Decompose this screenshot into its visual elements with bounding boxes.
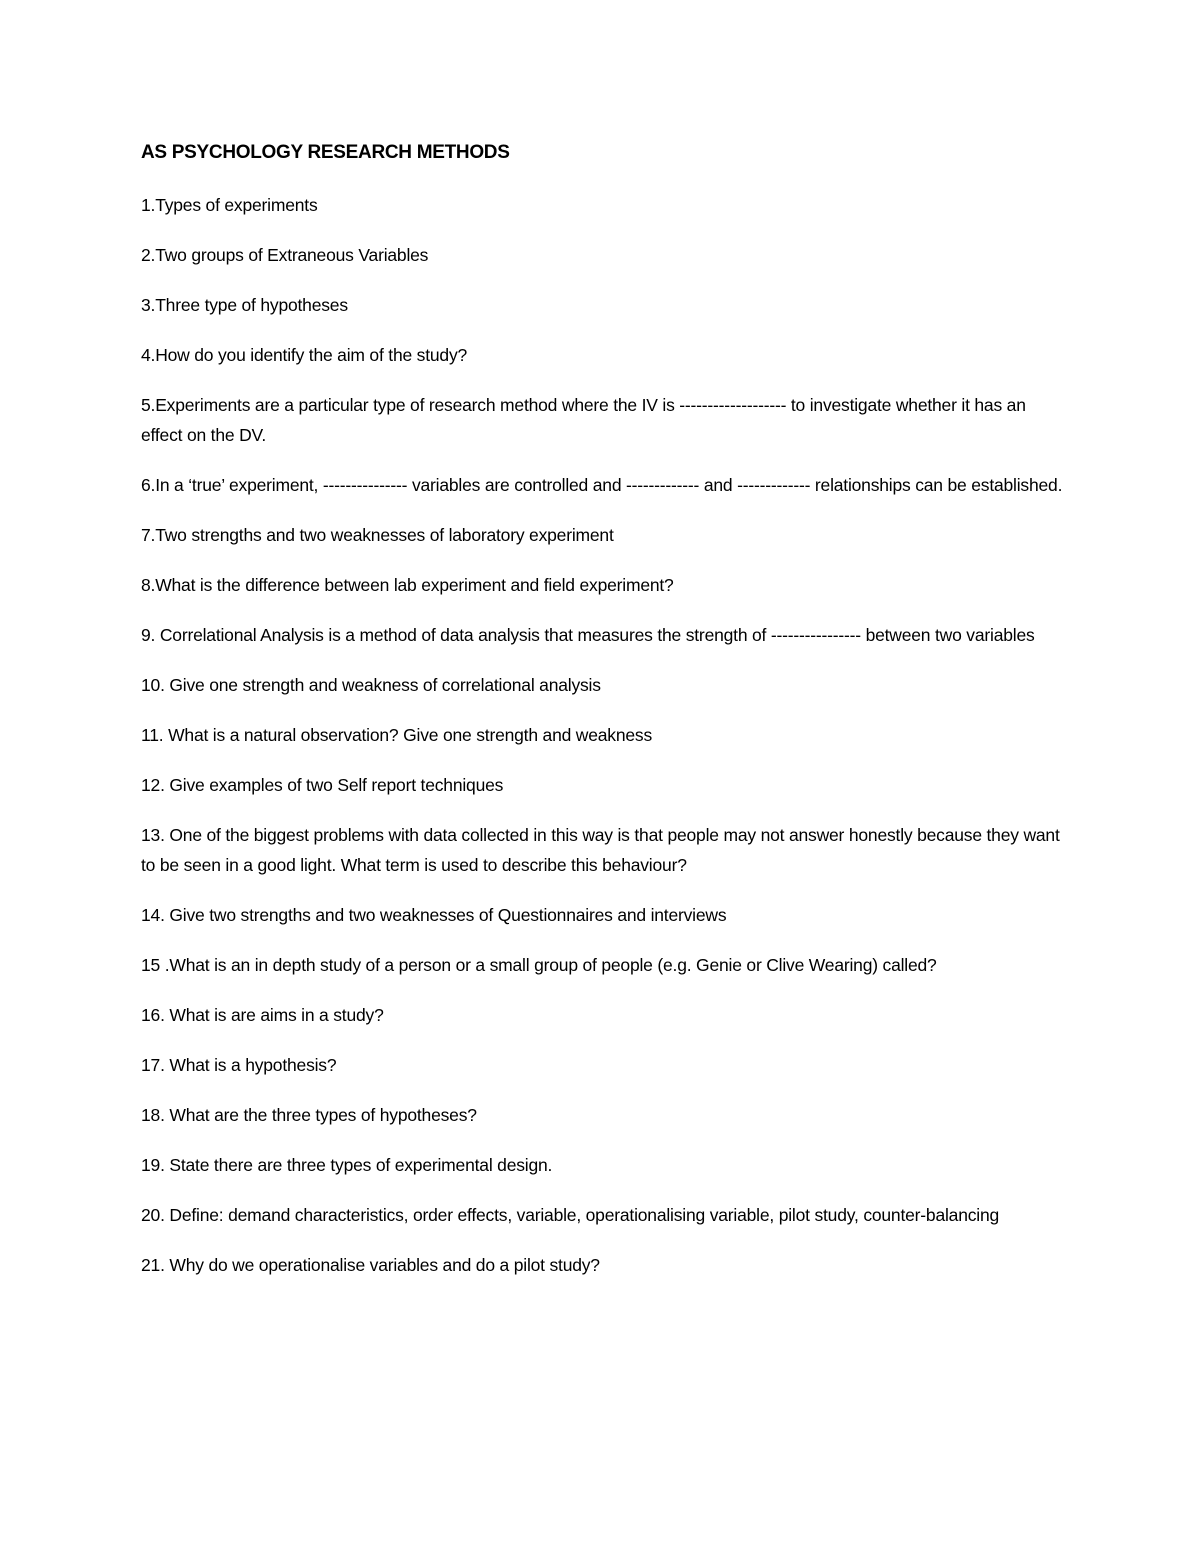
question-9: 9. Correlational Analysis is a method of data analysis that measures the strength of ---------------- between two variables [141,625,1035,645]
question-10: 10. Give one strength and weakness of correlational analysis [141,675,601,695]
question-1: 1.Types of experiments [141,195,318,215]
document-page [141,140,1071,1300]
question-7: 7.Two strengths and two weaknesses of laboratory experiment [141,525,614,545]
question-17: 17. What is a hypothesis? [141,1055,337,1075]
question-4: 4.How do you identify the aim of the study? [141,345,468,365]
question-18: 18. What are the three types of hypotheses? [141,1105,477,1125]
question-11: 11. What is a natural observation? Give one strength and weakness [141,725,653,745]
question-list [141,190,1071,1280]
question-16: 16. What is are aims in a study? [141,1005,384,1025]
question-19: 19. State there are three types of experimental design. [141,1155,553,1175]
question-3: 3.Three type of hypotheses [141,295,348,315]
question-12: 12. Give examples of two Self report techniques [141,775,504,795]
question-14: 14. Give two strengths and two weaknesses of Questionnaires and interviews [141,905,727,925]
document-title: AS PSYCHOLOGY RESEARCH METHODS [141,142,510,163]
question-2: 2.Two groups of Extraneous Variables [141,245,429,265]
question-15: 15 .What is an in depth study of a person or a small group of people (e.g. Genie or Clive Wearing) called? [141,955,937,975]
question-8: 8.What is the difference between lab experiment and field experiment? [141,575,674,595]
question-20: 20. Define: demand characteristics, order effects, variable, operationalising variable, pilot study, counter-balancing [141,1205,1000,1225]
question-21: 21. Why do we operationalise variables and do a pilot study? [141,1255,600,1275]
question-13: 13. One of the biggest problems with data collected in this way is that people may not answer honestly because they want to be seen in a good light. What term is used to describe this behaviour? [141,825,1060,875]
question-5: 5.Experiments are a particular type of research method where the IV is ------------------- to investigate whether it has an effect on the DV. [141,395,1026,445]
question-6: 6.In a ‘true’ experiment, --------------- variables are controlled and ------------- and ------------- relationships can be established. [141,475,1063,495]
